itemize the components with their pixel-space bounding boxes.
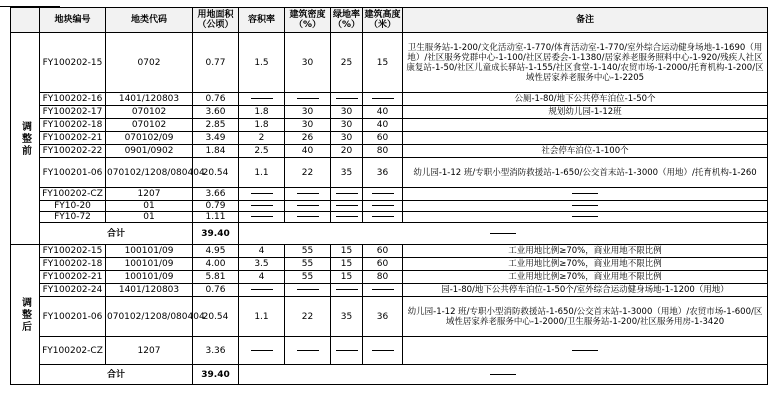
cell-area: 20.54 [193, 158, 239, 188]
cell-note [403, 201, 768, 212]
cell-area: 0.79 [193, 201, 239, 212]
cell-area: 3.66 [193, 188, 239, 201]
corner-cell [11, 8, 40, 33]
cell-note: 卫生服务站-1-200/文化活动室-1-770/体育活动室-1-770/室外综合运动健身场地-1-1690（用地）/社区服务党群中心-1-100/社区居委会-1-1380/居家养老服务照料中心-1-920/残疾人社区康复站-1-50/社区儿童成长驿站-1-155/社区食堂-1-140/农贸市场-1-2000/托育机构-1-200/区域性居家养老服务中心-1-2205 [403, 33, 768, 93]
col-header-code: 地类代码 [106, 8, 193, 33]
cell-land-code: 1207 [106, 188, 193, 201]
cell-far [239, 337, 285, 365]
cell-density: 55 [285, 245, 331, 258]
cell-density: 30 [285, 33, 331, 93]
cell-density [285, 284, 331, 297]
table-row [11, 93, 768, 106]
table-row [11, 212, 768, 223]
cell-height [363, 284, 403, 297]
cell-green-ratio [331, 188, 363, 201]
cell-density: 30 [285, 119, 331, 132]
cell-plot-id: FY100202-CZ [40, 188, 106, 201]
cell-far [239, 284, 285, 297]
cell-note: 社会停车泊位-1-100个 [403, 145, 768, 158]
table-row [11, 33, 768, 93]
group-label-before: 调整前 [11, 33, 40, 245]
cell-green-ratio [331, 284, 363, 297]
cell-far [239, 93, 285, 106]
cell-far: 1.1 [239, 158, 285, 188]
dash-mark [251, 216, 273, 217]
cell-height: 80 [363, 271, 403, 284]
dash-mark [251, 205, 273, 206]
header-row [11, 8, 768, 33]
dash-mark [336, 205, 358, 206]
cell-note [403, 188, 768, 201]
table-row [11, 106, 768, 119]
cell-far: 1.5 [239, 33, 285, 93]
cell-far [239, 201, 285, 212]
dash-mark [297, 350, 319, 351]
cell-area: 1.84 [193, 145, 239, 158]
cell-note [403, 337, 768, 365]
cell-land-code: 100101/09 [106, 271, 193, 284]
cell-area: 0.76 [193, 93, 239, 106]
cell-height: 36 [363, 158, 403, 188]
col-header-density: 建筑密度（%） [285, 8, 331, 33]
cell-density: 26 [285, 132, 331, 145]
cell-note [403, 132, 768, 145]
cell-green-ratio [331, 93, 363, 106]
dash-mark [297, 98, 319, 99]
cell-far: 1.1 [239, 297, 285, 337]
cell-green-ratio [331, 201, 363, 212]
cell-density: 22 [285, 158, 331, 188]
cell-green-ratio: 20 [331, 145, 363, 158]
cell-area: 1.11 [193, 212, 239, 223]
cell-plot-id: FY100202-16 [40, 93, 106, 106]
cell-density: 40 [285, 145, 331, 158]
cell-green-ratio [331, 337, 363, 365]
cell-note [403, 212, 768, 223]
cell-area: 3.36 [193, 337, 239, 365]
cell-green-ratio: 30 [331, 119, 363, 132]
cell-land-code: 070102/1208/080404 [106, 158, 193, 188]
dash-mark [372, 193, 394, 194]
cell-density: 55 [285, 258, 331, 271]
table-row [11, 145, 768, 158]
cell-green-ratio: 30 [331, 132, 363, 145]
cell-area: 2.85 [193, 119, 239, 132]
total-area: 39.40 [193, 365, 239, 385]
dash-mark [297, 193, 319, 194]
dash-mark [336, 193, 358, 194]
dash-mark [251, 193, 273, 194]
group-label-after: 调整后 [11, 245, 40, 385]
dash-mark [372, 216, 394, 217]
cell-note: 工业用地比例≥70%，商业用地不限比例 [403, 258, 768, 271]
cell-land-code: 070102 [106, 106, 193, 119]
cell-land-code: 070102/09 [106, 132, 193, 145]
cell-area: 0.76 [193, 284, 239, 297]
cell-far: 2 [239, 132, 285, 145]
cell-density [285, 188, 331, 201]
cell-green-ratio: 30 [331, 106, 363, 119]
table-row [11, 258, 768, 271]
total-area: 39.40 [193, 223, 239, 245]
cell-far: 4 [239, 271, 285, 284]
cell-height: 40 [363, 119, 403, 132]
cell-plot-id: FY100202-15 [40, 245, 106, 258]
cell-green-ratio: 25 [331, 33, 363, 93]
cell-land-code: 100101/09 [106, 245, 193, 258]
cell-note: 幼儿园-1-12 班/专职小型消防救援站-1-650/公交首末站-1-3000（用地）/农贸市场-1-600/区域性居家养老服务中心-1-2000/卫生服务站-1-200/社区服务用房-1-3420 [403, 297, 768, 337]
cell-far: 3.5 [239, 258, 285, 271]
cell-plot-id: FY100202-22 [40, 145, 106, 158]
cell-land-code: 01 [106, 212, 193, 223]
cell-plot-id: FY100202-21 [40, 271, 106, 284]
cell-density: 55 [285, 271, 331, 284]
cell-green-ratio: 35 [331, 297, 363, 337]
cell-area: 0.77 [193, 33, 239, 93]
total-note [239, 365, 768, 385]
cell-height [363, 201, 403, 212]
table-row [11, 245, 768, 258]
cell-plot-id: FY100202-24 [40, 284, 106, 297]
cell-far: 2.5 [239, 145, 285, 158]
table-row [11, 188, 768, 201]
table-row [11, 158, 768, 188]
cell-land-code: 1207 [106, 337, 193, 365]
table-row [11, 271, 768, 284]
cell-height: 80 [363, 145, 403, 158]
title-fragment-rule [0, 0, 60, 7]
cell-plot-id: FY100202-CZ [40, 337, 106, 365]
dash-mark [572, 193, 598, 194]
col-header-id: 地块编号 [40, 8, 106, 33]
dash-mark [336, 216, 358, 217]
cell-land-code: 1401/120803 [106, 93, 193, 106]
cell-note: 工业用地比例≥70%，商业用地不限比例 [403, 271, 768, 284]
cell-note: 园-1-80/地下公共停车泊位-1-50个/室外综合运动健身场地-1-1200（用地） [403, 284, 768, 297]
dash-mark [572, 350, 598, 351]
cell-density: 30 [285, 106, 331, 119]
cell-height [363, 188, 403, 201]
table-row [11, 201, 768, 212]
dash-mark [336, 350, 358, 351]
cell-area: 3.60 [193, 106, 239, 119]
dash-mark [572, 205, 598, 206]
col-header-area: 用地面积（公顷） [193, 8, 239, 33]
dash-mark [372, 350, 394, 351]
col-header-far: 容积率 [239, 8, 285, 33]
cell-far: 1.8 [239, 106, 285, 119]
cell-height [363, 93, 403, 106]
cell-plot-id: FY100201-06 [40, 297, 106, 337]
cell-height: 36 [363, 297, 403, 337]
cell-plot-id: FY100202-21 [40, 132, 106, 145]
cell-density [285, 93, 331, 106]
table-row [11, 284, 768, 297]
cell-land-code: 100101/09 [106, 258, 193, 271]
cell-density [285, 201, 331, 212]
cell-height [363, 337, 403, 365]
cell-land-code: 01 [106, 201, 193, 212]
cell-land-code: 0702 [106, 33, 193, 93]
cell-height [363, 212, 403, 223]
cell-area: 20.54 [193, 297, 239, 337]
total-note [239, 223, 768, 245]
cell-area: 4.00 [193, 258, 239, 271]
table-row [11, 297, 768, 337]
table-row [11, 119, 768, 132]
cell-green-ratio: 35 [331, 158, 363, 188]
cell-far: 4 [239, 245, 285, 258]
cell-green-ratio: 15 [331, 271, 363, 284]
dash-mark [336, 98, 358, 99]
cell-green-ratio [331, 212, 363, 223]
total-row [11, 365, 768, 385]
col-header-note: 备注 [403, 8, 768, 33]
col-header-green: 绿地率（%） [331, 8, 363, 33]
col-header-height: 建筑高度（米） [363, 8, 403, 33]
dash-mark [490, 374, 516, 375]
dash-mark [297, 205, 319, 206]
cell-note: 规划幼儿园-1-12班 [403, 106, 768, 119]
cell-land-code: 0901/0902 [106, 145, 193, 158]
cell-green-ratio: 15 [331, 258, 363, 271]
cell-note: 幼儿园-1-12 班/专职小型消防救援站-1-650/公交首末站-1-3000（用地）/托育机构-1-260 [403, 158, 768, 188]
cell-plot-id: FY100202-15 [40, 33, 106, 93]
dash-mark [251, 289, 273, 290]
cell-height: 15 [363, 33, 403, 93]
cell-far: 1.8 [239, 119, 285, 132]
cell-plot-id: FY100202-18 [40, 258, 106, 271]
total-row [11, 223, 768, 245]
cell-area: 5.81 [193, 271, 239, 284]
cell-plot-id: FY10-72 [40, 212, 106, 223]
dash-mark [372, 205, 394, 206]
dash-mark [251, 98, 273, 99]
dash-mark [372, 98, 394, 99]
cell-plot-id: FY100202-17 [40, 106, 106, 119]
cell-land-code: 070102/1208/080404 [106, 297, 193, 337]
table-row [11, 337, 768, 365]
cell-area: 4.95 [193, 245, 239, 258]
dash-mark [336, 289, 358, 290]
cell-area: 3.49 [193, 132, 239, 145]
cell-plot-id: FY100201-06 [40, 158, 106, 188]
cell-plot-id: FY10-20 [40, 201, 106, 212]
cell-height: 60 [363, 258, 403, 271]
cell-far [239, 188, 285, 201]
cell-plot-id: FY100202-18 [40, 119, 106, 132]
cell-density [285, 212, 331, 223]
dash-mark [251, 350, 273, 351]
total-label: 合计 [40, 223, 193, 245]
cell-note: 公厕-1-80/地下公共停车泊位-1-50个 [403, 93, 768, 106]
cell-density [285, 337, 331, 365]
cell-land-code: 070102 [106, 119, 193, 132]
cell-land-code: 1401/120803 [106, 284, 193, 297]
dash-mark [490, 233, 516, 234]
cell-height: 40 [363, 106, 403, 119]
land-use-adjustment-table [10, 7, 768, 385]
dash-mark [372, 289, 394, 290]
dash-mark [572, 216, 598, 217]
cell-far [239, 212, 285, 223]
total-label: 合计 [40, 365, 193, 385]
cell-note [403, 119, 768, 132]
dash-mark [297, 216, 319, 217]
cell-height: 60 [363, 245, 403, 258]
cell-height: 60 [363, 132, 403, 145]
dash-mark [297, 289, 319, 290]
table-row [11, 132, 768, 145]
cell-density: 22 [285, 297, 331, 337]
cell-note: 工业用地比例≥70%，商业用地不限比例 [403, 245, 768, 258]
cell-green-ratio: 15 [331, 245, 363, 258]
